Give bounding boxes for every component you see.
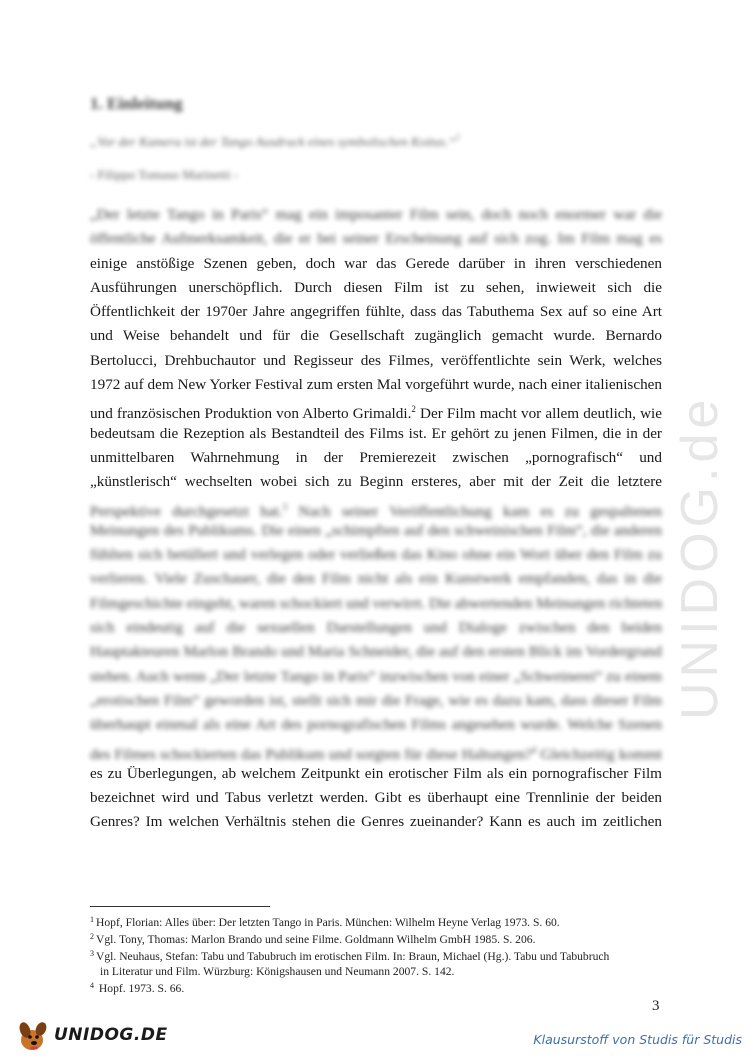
body-line-tail: Der Film macht vor allem deutlich, wie: [415, 405, 662, 422]
footnote-number: 4: [90, 980, 94, 990]
body-line: und Weise behandelt und für die Gesellschaft zugänglich gemacht wurde. Bernardo: [90, 327, 662, 345]
body-line: „erotischen Film“ geworden ist, stellt sich mir die Frage, wie es dazu kam, dass dieser Film: [90, 691, 662, 709]
body-line: Genres? Im welchen Verhältnis stehen die Genres zueinander? Kann es auch im zeitlichen: [90, 813, 662, 831]
section-heading: 1. Einleitung: [90, 94, 183, 113]
body-line: Filmgeschichte eingeht, waren schockiert und verwirrt. Die abwertenden Meinungen richteten: [90, 594, 662, 612]
footnote-text: Vgl. Tony, Thomas: Marlon Brando und seine Filme. Goldmann Wilhelm GmbH 1985. S. 206.: [96, 933, 536, 947]
body-line: Ausführungen unerschöpflich. Durch diesen Film ist zu sehen, inwieweit sich die: [90, 278, 662, 296]
body-line-text: des Filmes schockierten das Publikum und sorgten für diese Haltungen?: [90, 745, 532, 762]
epigraph-quote: [90, 132, 460, 150]
footnotes: [90, 913, 670, 996]
footnote: [90, 930, 670, 947]
body-line: sich eindeutig auf die sexuellen Darstellungen und Dialoge zwischen den beiden: [90, 619, 662, 637]
dog-mascot-icon: [16, 1016, 56, 1056]
body-line: unmittelbaren Wahrnehmung in der Premierezeit zwischen „pornografisch“ und: [90, 448, 662, 466]
body-line: Öffentlichkeit der 1970er Jahre angegriffen fühlte, dass das Tabuthema Sex auf so eine Art: [90, 303, 662, 321]
footnote-number: 2: [90, 932, 94, 942]
body-line: 1972 auf dem New Yorker Festival zum ersten Mal vorgeführt wurde, nach einer italienischen: [90, 376, 662, 394]
body-line: Bertolucci, Drehbuchautor und Regisseur des Filmes, veröffentlichte sein Werk, welches: [90, 351, 662, 369]
footnote-ref-1[interactable]: 1: [455, 132, 460, 142]
body-line: öffentliche Aufmerksamkeit, die er bei seiner Erscheinung auf sich zog. Im Film mag es: [90, 230, 662, 248]
body-line-with-ref: [90, 738, 662, 762]
body-line-with-ref: [90, 397, 662, 421]
footnote-text: Hopf, Florian: Alles über: Der letzten Tango in Paris. München: Wilhelm Heyne Verlag 1973. S. 60.: [96, 916, 560, 929]
body-line: Hauptakteuren Marlon Brando und Maria Schneider, die auf den ersten Blick im Vordergrund: [90, 643, 662, 661]
footnote-divider: [90, 906, 270, 907]
epigraph-text: „Vor der Kamera ist der Tango Ausdruck eines symbolischen Koitus.“: [90, 134, 456, 149]
body-line: „Der letzte Tango in Paris“ mag ein imposanter Film sein, doch noch enormer war die: [90, 206, 662, 223]
body-line: fühlten sich betüllert und verlegen oder verließen das Kino ohne ein Wort über den Film zu: [90, 546, 662, 564]
body-line: „künstlerisch“ wechselten wobei sich zu Beginn ersteres, aber mit der Zeit die letztere: [90, 473, 662, 491]
body-line-tail: Nach seiner Veröffentlichung kam es zu gespaltenen: [287, 502, 662, 519]
body-line: einige anstößige Szenen geben, doch war das Gerede darüber in ihren verschiedenen: [90, 254, 662, 272]
footnote-ref-4[interactable]: 4: [531, 744, 537, 755]
body-line: bezeichnet wird und Tabus verletzt werden. Gibt es überhaupt eine Trennlinie der beiden: [90, 789, 662, 807]
body-line: es zu Überlegungen, ab welchem Zeitpunkt ein erotischer Film als ein pornografischer Film: [90, 764, 662, 782]
tagline: Klausurstoff von Studis für Studis: [533, 1032, 742, 1047]
body-text: [90, 203, 662, 835]
body-line-text: Perspektive durchgesetzt hat.: [90, 502, 283, 519]
footnote-number: 3: [90, 949, 94, 959]
body-line: überhaupt einmal als eine Art des pornografischen Films angesehen wurde. Welche Szenen: [90, 716, 662, 734]
footnote-number: 1: [90, 915, 94, 924]
body-line: bedeutsam die Rezeption als Bestandteil des Films ist. Er gehört zu jenen Filmen, die in der: [90, 424, 662, 442]
footnote-text: Hopf. 1973. S. 66.: [96, 981, 185, 995]
watermark: UNIDOG.de: [671, 394, 729, 720]
unidog-logo[interactable]: [16, 1016, 168, 1056]
footnote-text: in Literatur und Film. Würzburg: Königshausen und Neumann 2007. S. 142.: [100, 964, 455, 978]
footnote-text: Vgl. Neuhaus, Stefan: Tabu und Tabubruch im erotischen Film. In: Braun, Michael (Hg.). Tabu und Tabubruch: [96, 950, 610, 964]
logo-text: UNIDOG.DE: [54, 1025, 168, 1045]
body-line: Meinungen des Publikums. Die einen „schimpften auf den schweinischen Film“, die anderen: [90, 521, 662, 539]
body-line: stehen. Auch wenn „Der letzte Tango in Paris“ inzwischen von einer „Schweinerei“ zu einem: [90, 667, 662, 685]
epigraph-author: - Filippo Tomaso Marinetti -: [90, 167, 239, 182]
page-number: 3: [652, 998, 660, 1014]
footnote: [90, 947, 670, 964]
footnote: [90, 913, 670, 930]
footnote-ref-3[interactable]: 3: [282, 501, 288, 512]
footnote-continuation: [90, 965, 670, 979]
body-line: verlieren. Viele Zuschauer, die den Film nicht als ein Kunstwerk empfanden, das in die: [90, 570, 662, 588]
body-line-text: und französischen Produktion von Alberto Grimaldi.: [90, 405, 412, 422]
footnote-ref-2[interactable]: 2: [411, 404, 416, 415]
body-line-tail: Gleichzeitig kommt: [536, 745, 662, 762]
body-line-with-ref: [90, 495, 662, 519]
footnote: [90, 979, 670, 996]
